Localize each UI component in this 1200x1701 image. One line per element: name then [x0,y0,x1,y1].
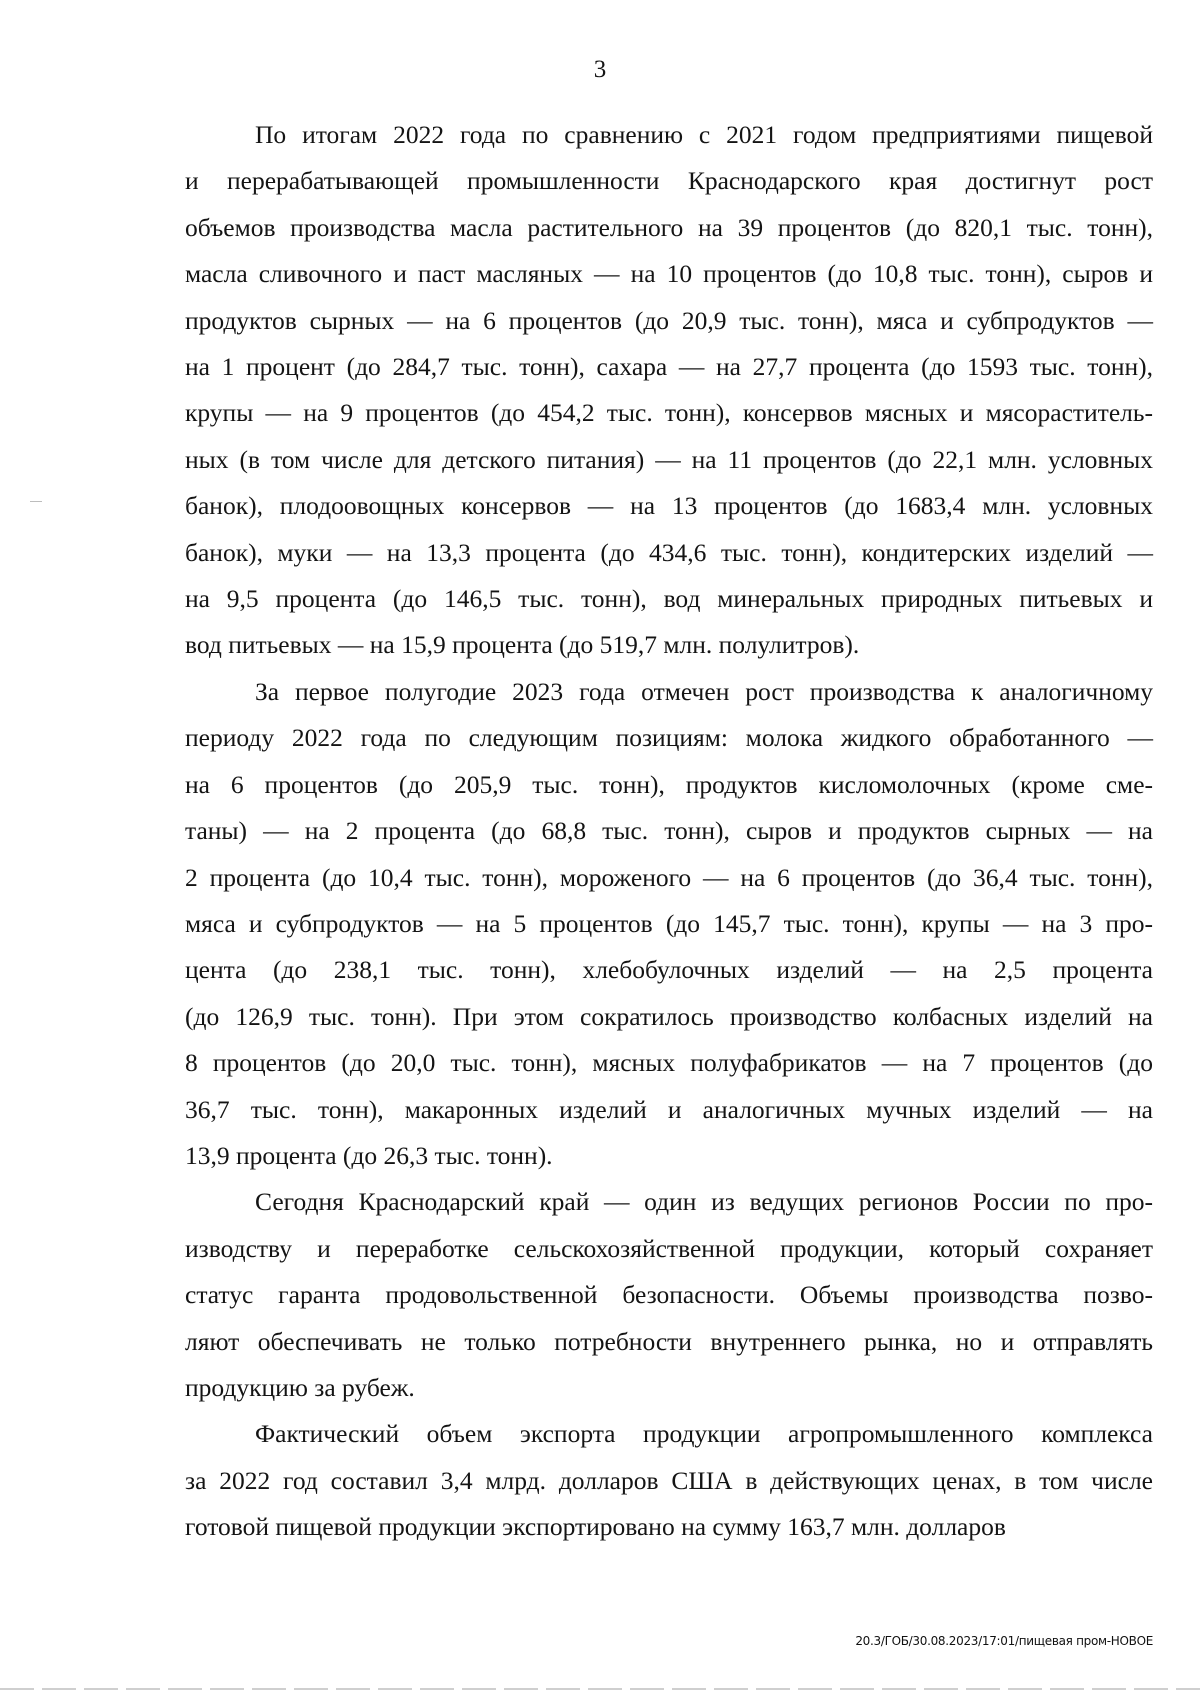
text-line: (до 126,9 тыс. тонн). При этом сократилось производство колбасных изделий на [185,1001,1153,1031]
text-line: 36,7 тыс. тонн), макаронных изделий и аналогичных мучных изделий — на [185,1094,1153,1124]
paragraph-1 [185,112,1153,669]
text-line: Фактический объем экспорта продукции агропромышленного комплекса [255,1419,1153,1449]
text-line: банок), муки — на 13,3 процента (до 434,6 тыс. тонн), кондитерских изделий — [185,537,1153,567]
text-line: ных (в том числе для детского питания) — на 11 процентов (до 22,1 млн. условных [185,444,1153,474]
text-line: продуктов сырных — на 6 процентов (до 20,9 тыс. тонн), мяса и субпродуктов — [185,305,1153,335]
text-line: масла сливочного и паст масляных — на 10 процентов (до 10,8 тыс. тонн), сыров и [185,259,1153,289]
document-body [185,112,1153,1551]
text-line: По итогам 2022 года по сравнению с 2021 годом предприятиями пищевой [255,120,1153,149]
text-line: цента (до 238,1 тыс. тонн), хлебобулочных изделий — на 2,5 процента [185,955,1153,985]
text-line: За первое полугодие 2023 года отмечен рост производства к аналогичному [255,676,1153,706]
paragraph-3 [185,1179,1153,1411]
text-line: таны) — на 2 процента (до 68,8 тыс. тонн), сыров и продуктов сырных — на [185,816,1153,846]
paragraph-2 [185,669,1153,1179]
text-line: мяса и субпродуктов — на 5 процентов (до 145,7 тыс. тонн), крупы — на 3 про- [185,908,1153,938]
text-line: вод питьевых — на 15,9 процента (до 519,7 млн. полулитров). [185,630,860,660]
text-line: ляют обеспечивать не только потребности внутреннего рынка, но и отправлять [185,1326,1153,1356]
paragraph-4 [185,1411,1153,1550]
text-line: банок), плодоовощных консервов — на 13 процентов (до 1683,4 млн. условных [185,491,1153,521]
page-number: 3 [593,56,607,83]
text-line: изводству и переработке сельскохозяйственной продукции, который сохраняет [185,1233,1153,1263]
document-footer-code: 20.3/ГОБ/30.08.2023/17:01/пищевая пром-НОВОЕ [855,1634,1153,1648]
text-line: продукцию за рубеж. [185,1372,415,1402]
text-line: Сегодня Краснодарский край — один из ведущих регионов России по про- [255,1187,1153,1217]
text-line: на 6 процентов (до 205,9 тыс. тонн), продуктов кисломолочных (кроме сме- [185,769,1153,799]
text-line: периоду 2022 года по следующим позициям: молока жидкого обработанного — [185,723,1153,753]
text-line: крупы — на 9 процентов (до 454,2 тыс. тонн), консервов мясных и мясораститель- [185,398,1153,428]
scan-bottom-edge [0,1688,1200,1690]
text-line: на 9,5 процента (до 146,5 тыс. тонн), вод минеральных природных питьевых и [185,584,1153,614]
text-line: 8 процентов (до 20,0 тыс. тонн), мясных полуфабрикатов — на 7 процентов (до [185,1048,1153,1078]
text-line: объемов производства масла растительного на 39 процентов (до 820,1 тыс. тонн), [185,212,1153,242]
text-line: статус гаранта продовольственной безопасности. Объемы производства позво- [185,1280,1153,1310]
text-line: и перерабатывающей промышленности Краснодарского края достигнут рост [185,166,1153,196]
text-line: 13,9 процента (до 26,3 тыс. тонн). [185,1140,553,1170]
text-line: 2 процента (до 10,4 тыс. тонн), мороженого — на 6 процентов (до 36,4 тыс. тонн), [185,862,1153,892]
text-line: готовой пищевой продукции экспортировано на сумму 163,7 млн. долларов [185,1512,1006,1542]
text-line: за 2022 год составил 3,4 млрд. долларов США в действующих ценах, в том числе [185,1465,1153,1495]
text-line: на 1 процент (до 284,7 тыс. тонн), сахара — на 27,7 процента (до 1593 тыс. тонн), [185,352,1153,382]
scan-margin-mark [30,501,42,502]
